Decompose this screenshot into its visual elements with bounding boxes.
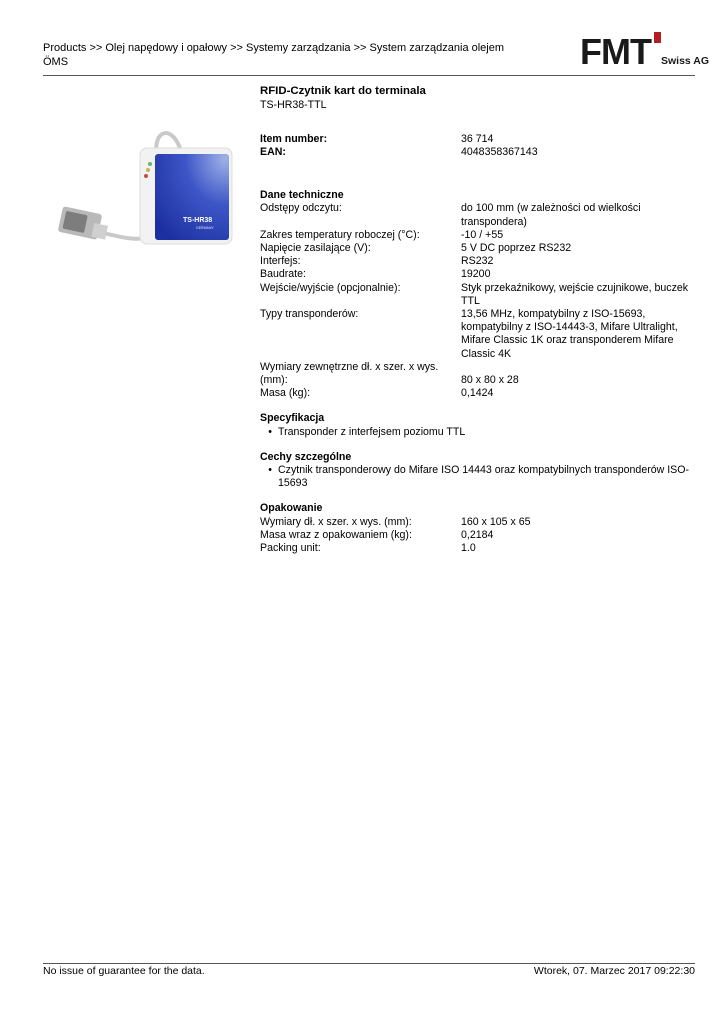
spec-value: 5 V DC poprzez RS232 [461,241,572,254]
spec-value: 13,56 MHz, kompatybilny z ISO-15693, kompatybilny z ISO-14443-3, Mifare Ultralight, Mifare Classic 1K oraz transponderem Mifare Classic 4K [461,307,678,360]
product-title: RFID-Czytnik kart do terminala [260,85,426,97]
tech-heading: Dane techniczne [260,189,344,202]
spec-label: Odstępy odczytu: [260,202,342,215]
spec-label: Baudrate: [260,268,306,281]
table-row [260,242,700,255]
product-model: TS-HR38-TTL [260,98,327,111]
spec-label: Wejście/wyjście (opcjonalnie): [260,281,401,294]
product-image [50,122,250,292]
feature-item: Czytnik transponderowy do Mifare ISO 14443 oraz kompatybilnych transponderów ISO-15693 [278,463,689,490]
spec-value: 19200 [461,268,491,281]
list-item [260,426,700,439]
spec-value: RS232 [461,255,494,268]
footer-timestamp: Wtorek, 07. Marzec 2017 09:22:30 [533,965,695,977]
logo-wordmark: FMT [580,31,651,72]
pack-label: Masa wraz z opakowaniem (kg): [260,528,412,541]
table-row [260,255,700,268]
spec-heading: Specyfikacja [260,412,325,425]
list-item [260,464,700,490]
pack-label: Packing unit: [260,541,321,554]
reader-panel [155,154,229,240]
logo-subtext: Swiss AG [661,55,710,67]
spec-label: Zakres temperatury roboczej (°C): [260,228,420,241]
table-row [260,268,700,281]
spec-value: 80 x 80 x 28 [461,373,519,386]
spec-label: Wymiary zewnętrzne dł. x szer. x wys. (mm): [260,360,439,386]
bullet-icon: • [268,463,272,476]
image-sublabel: GERMANY [196,226,214,230]
packaging-heading: Opakowanie [260,502,323,515]
table-row [260,308,700,361]
item-number-label: Item number: [260,132,328,145]
pack-value: 160 x 105 x 65 [461,515,531,528]
spec-label: Interfejs: [260,255,301,268]
pack-value: 0,2184 [461,528,494,541]
spec-label: Typy transponderów: [260,307,359,320]
spec-value: do 100 mm (w zależności od wielkości transpondera) [461,202,641,228]
led-icon [144,174,148,178]
item-number-value: 36 714 [461,132,494,145]
pack-label: Wymiary dł. x szer. x wys. (mm): [260,515,412,528]
table-row [260,542,700,555]
footer-disclaimer: No issue of guarantee for the data. [43,965,205,977]
pack-value: 1.0 [461,541,476,554]
table-row [260,529,700,542]
logo-accent [654,32,661,43]
features-heading: Cechy szczególne [260,450,352,463]
item-number-row [260,133,700,146]
spec-value: 0,1424 [461,387,494,400]
footer-divider [43,963,695,964]
breadcrumb: Products >> Olej napędowy i opałowy >> Systemy zarządzania >> System zarządzania olejem ÖMS [43,42,505,68]
table-row [260,202,700,228]
spec-label: Napięcie zasilające (V): [260,241,371,254]
table-row [260,282,700,308]
led-icon [146,168,150,172]
table-row [260,516,700,529]
bullet-icon: • [268,425,272,438]
led-icon [148,162,152,166]
table-row [260,229,700,242]
fmt-logo [580,30,710,74]
table-row [260,361,700,387]
image-label: TS-HR38 [183,217,213,224]
product-details [260,85,700,555]
serial-connector-icon [58,206,108,240]
spec-value: -10 / +55 [461,228,504,241]
spec-value: Styk przekaźnikowy, wejście czujnikowe, buczek TTL [461,281,689,307]
header-divider [43,75,695,76]
ean-value: 4048358367143 [461,145,538,158]
table-row [260,387,700,400]
spec-item: Transponder z interfejsem poziomu TTL [278,425,466,438]
tech-table [260,202,700,400]
ean-row [260,146,700,159]
ean-label: EAN: [260,145,286,158]
spec-label: Masa (kg): [260,387,311,400]
